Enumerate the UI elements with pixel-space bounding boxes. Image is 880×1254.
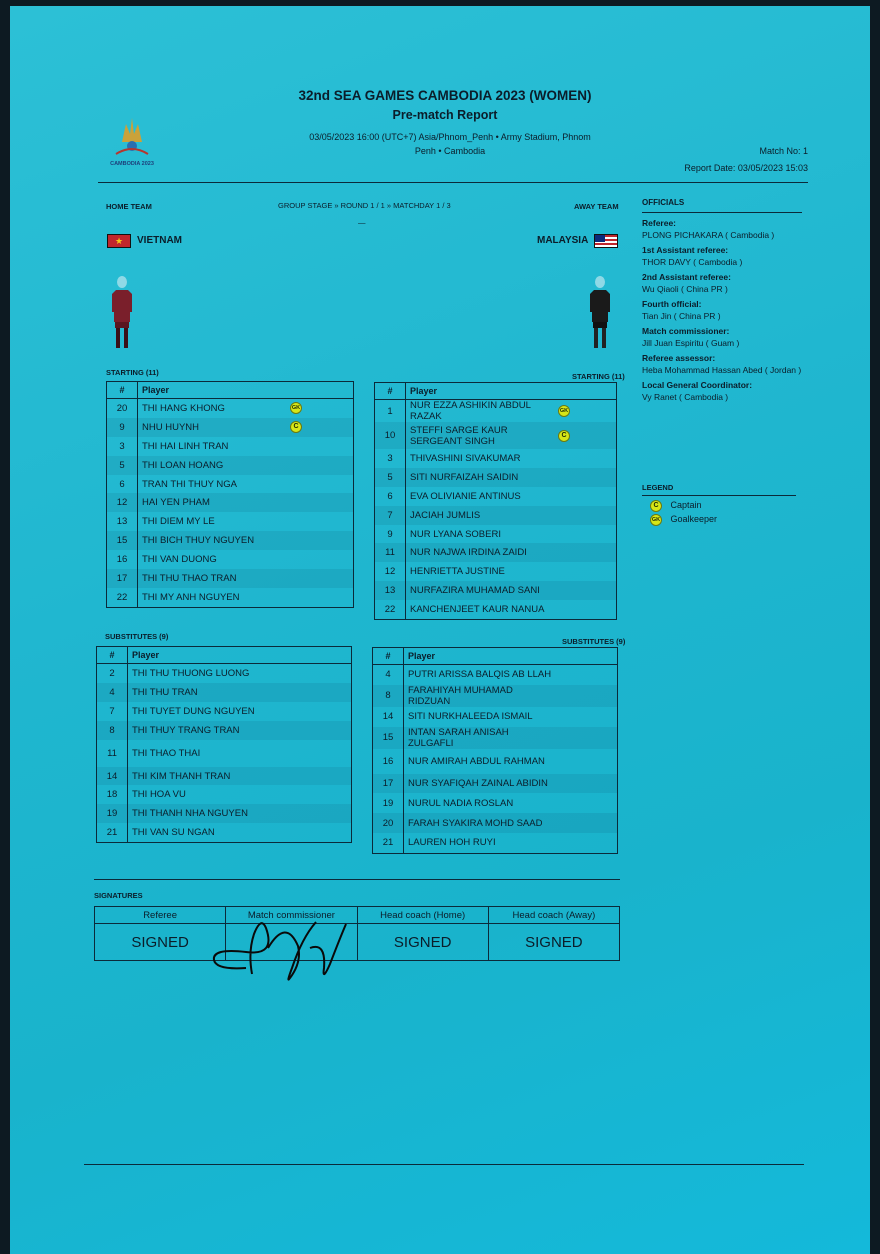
player-number: 11 (375, 543, 406, 562)
player-cell (406, 422, 617, 449)
table-row (107, 531, 354, 550)
player-cell (128, 664, 352, 683)
player-cell (406, 506, 617, 525)
official-role: Match commissioner: (642, 326, 730, 336)
player-name: THI LOAN HOANG (142, 459, 224, 471)
col-player: Player (128, 647, 352, 664)
player-cell (404, 833, 618, 853)
official-name: PLONG PICHAKARA ( Cambodia ) (642, 230, 775, 240)
player-cell (406, 400, 617, 423)
player-number: 15 (107, 531, 138, 550)
player-name: PUTRI ARISSA BALQIS AB LLAH (408, 669, 552, 681)
player-cell (406, 600, 617, 619)
home-subs-table (96, 646, 352, 843)
player-cell (404, 707, 618, 727)
player-name: NUR NAJWA IRDINA ZAIDI (410, 547, 527, 559)
player-name: THI DIEM MY LE (142, 516, 215, 528)
player-cell (128, 721, 352, 740)
official-name: Wu Qiaoli ( China PR ) (642, 284, 728, 294)
player-cell (138, 456, 354, 475)
sig-col-referee: Referee (95, 907, 226, 924)
sig-referee: SIGNED (95, 924, 226, 961)
table-row (373, 749, 618, 774)
player-number: 6 (375, 487, 406, 506)
official-name: Tian Jin ( China PR ) (642, 311, 721, 321)
stage-info: GROUP STAGE » ROUND 1 / 1 » MATCHDAY 1 / 3 (278, 201, 451, 210)
player-cell (138, 399, 354, 418)
legend-heading: LEGEND (642, 483, 674, 492)
table-row (375, 449, 617, 468)
player-cell (406, 468, 617, 487)
player-number: 21 (97, 823, 128, 842)
player-number: 15 (373, 727, 404, 749)
legend-captain (650, 500, 802, 514)
player-cell (404, 813, 618, 833)
player-cell (406, 543, 617, 562)
player-number: 20 (107, 399, 138, 418)
official-role: Local General Coordinator: (642, 380, 753, 390)
player-cell (128, 683, 352, 702)
officials-list (642, 218, 812, 402)
table-row (373, 707, 618, 727)
player-name: SITI NURKHALEEDA ISMAIL (408, 711, 533, 723)
captain-icon: C (558, 430, 570, 442)
player-number: 13 (375, 581, 406, 600)
player-number: 14 (97, 767, 128, 786)
official-role: 1st Assistant referee: (642, 245, 729, 255)
table-row (97, 664, 352, 683)
legend-goalkeeper (650, 514, 802, 528)
table-row (375, 422, 617, 449)
col-num: # (373, 648, 404, 665)
vietnam-flag-icon: ★ (107, 234, 131, 248)
player-number: 8 (373, 685, 404, 707)
player-name: NUR LYANA SOBERI (410, 528, 501, 540)
table-row (375, 468, 617, 487)
player-name: NURFAZIRA MUHAMAD SANI (410, 585, 540, 597)
player-number: 22 (107, 588, 138, 607)
table-row (97, 721, 352, 740)
officials-heading: OFFICIALS (642, 198, 685, 207)
col-player: Player (404, 648, 618, 665)
official-name: Jill Juan Espiritu ( Guam ) (642, 338, 740, 348)
away-starting-label: STARTING (11) (572, 372, 625, 381)
player-name: STEFFI SARGE KAUR SERGEANT SINGH (410, 424, 508, 447)
player-cell (138, 550, 354, 569)
score-dash: — (358, 218, 366, 227)
player-number: 9 (107, 418, 138, 437)
sig-away-coach: SIGNED (488, 924, 619, 961)
report-date: Report Date: 03/05/2023 15:03 (684, 163, 808, 173)
player-name: THI THUY TRANG TRAN (132, 724, 240, 736)
player-cell (128, 785, 352, 804)
player-cell (128, 804, 352, 823)
signatures-divider (94, 879, 620, 880)
table-row (375, 562, 617, 581)
table-row (373, 727, 618, 749)
legend-divider (642, 495, 796, 496)
col-num: # (107, 382, 138, 399)
player-cell (138, 569, 354, 588)
legend-goalkeeper-label: Goalkeeper (670, 514, 718, 525)
table-row (375, 506, 617, 525)
player-name: THI THU THUONG LUONG (132, 667, 250, 679)
player-cell (404, 749, 618, 774)
player-name: THI VAN DUONG (142, 554, 217, 566)
player-cell (406, 525, 617, 544)
player-cell (138, 475, 354, 494)
away-team-label: AWAY TEAM (574, 202, 619, 211)
player-name: NURUL NADIA ROSLAN (408, 797, 514, 809)
goalkeeper-icon: GK (558, 405, 570, 417)
sig-col-home-coach: Head coach (Home) (357, 907, 488, 924)
player-name: THI THAO THAI (132, 747, 201, 759)
col-num: # (97, 647, 128, 664)
player-cell (138, 418, 354, 437)
table-row (107, 550, 354, 569)
player-cell (128, 823, 352, 842)
report-title: 32nd SEA GAMES CAMBODIA 2023 (WOMEN) (298, 88, 592, 103)
player-name: LAUREN HOH RUYI (408, 837, 496, 849)
table-row (97, 823, 352, 842)
player-cell (138, 493, 354, 512)
official-name: Vy Ranet ( Cambodia ) (642, 392, 729, 402)
report-subtitle: Pre-match Report (392, 108, 498, 122)
player-name: EVA OLIVIANIE ANTINUS (410, 490, 521, 502)
table-row (97, 804, 352, 823)
player-name: THI VAN SU NGAN (132, 827, 215, 839)
player-cell (406, 562, 617, 581)
official-role: 2nd Assistant referee: (642, 272, 731, 282)
player-number: 17 (373, 774, 404, 794)
table-row (107, 588, 354, 607)
player-number: 16 (107, 550, 138, 569)
player-number: 18 (97, 785, 128, 804)
player-name: INTAN SARAH ANISAH ZULGAFLI (408, 726, 509, 749)
player-name: THI HAI LINH TRAN (142, 440, 229, 452)
table-row (375, 543, 617, 562)
logo-text: CAMBODIA 2023 (110, 161, 154, 167)
player-cell (128, 740, 352, 767)
sig-col-away-coach: Head coach (Away) (488, 907, 619, 924)
away-subs-label: SUBSTITUTES (9) (562, 637, 626, 646)
goalkeeper-icon: GK (290, 402, 302, 414)
player-number: 3 (107, 437, 138, 456)
player-cell (138, 512, 354, 531)
captain-icon: C (290, 421, 302, 433)
official-role: Referee assessor: (642, 353, 716, 363)
match-info (295, 130, 605, 158)
home-starting-label: STARTING (11) (106, 368, 159, 377)
official-role: Fourth official: (642, 299, 702, 309)
table-row (375, 400, 617, 423)
player-name: TRAN THI THUY NGA (142, 478, 238, 490)
player-name: THI TUYET DUNG NGUYEN (132, 705, 255, 717)
table-row (107, 418, 354, 437)
player-number: 17 (107, 569, 138, 588)
table-row (375, 525, 617, 544)
table-row (375, 487, 617, 506)
table-row (373, 793, 618, 813)
table-row (373, 833, 618, 853)
signatures-table (94, 906, 620, 961)
player-number: 5 (107, 456, 138, 475)
away-subs-table (372, 647, 618, 854)
official-role: Referee: (642, 218, 677, 228)
sea-games-logo (108, 114, 156, 174)
match-number: Match No: 1 (759, 146, 808, 156)
player-number: 2 (97, 664, 128, 683)
player-name: HAI YEN PHAM (142, 497, 210, 509)
player-number: 12 (107, 493, 138, 512)
player-cell (404, 685, 618, 707)
player-number: 14 (373, 707, 404, 727)
player-cell (406, 487, 617, 506)
player-name: FARAH SYAKIRA MOHD SAAD (408, 817, 543, 829)
table-row (375, 581, 617, 600)
player-number: 11 (97, 740, 128, 767)
player-name: FARAHIYAH MUHAMAD RIDZUAN (408, 684, 513, 707)
table-row (107, 456, 354, 475)
sig-col-commissioner: Match commissioner (226, 907, 357, 924)
home-team-name: VIETNAM (137, 235, 182, 246)
player-name: THI THU TRAN (132, 686, 198, 698)
player-name: THI HANG KHONG (142, 402, 225, 414)
col-player: Player (138, 382, 354, 399)
home-starting-table (106, 381, 354, 608)
home-team-label: HOME TEAM (106, 202, 152, 211)
player-number: 9 (375, 525, 406, 544)
player-number: 6 (107, 475, 138, 494)
officials-divider (642, 212, 802, 213)
away-team-name: MALAYSIA (537, 235, 589, 246)
player-cell (404, 727, 618, 749)
official-name: THOR DAVY ( Cambodia ) (642, 257, 743, 267)
player-number: 13 (107, 512, 138, 531)
away-kit-icon (586, 272, 614, 350)
sig-home-coach: SIGNED (357, 924, 488, 961)
player-number: 8 (97, 721, 128, 740)
player-number: 20 (373, 813, 404, 833)
legend-captain-label: Captain (670, 500, 702, 511)
goalkeeper-icon: GK (650, 514, 662, 526)
table-row (373, 665, 618, 685)
report-sheet (10, 6, 870, 1254)
player-cell (404, 774, 618, 794)
player-name: THI BICH THUY NGUYEN (142, 535, 255, 547)
table-row (97, 767, 352, 786)
player-name: THI MY ANH NGUYEN (142, 591, 240, 603)
malaysia-flag-icon (594, 234, 618, 248)
footer-divider (84, 1164, 804, 1165)
table-row (97, 702, 352, 721)
player-cell (138, 437, 354, 456)
player-name: NUR AMIRAH ABDUL RAHMAN (408, 755, 545, 767)
handwritten-signature (206, 908, 356, 988)
player-cell (138, 588, 354, 607)
player-number: 4 (97, 683, 128, 702)
match-info-line1: 03/05/2023 16:00 (UTC+7) Asia/Phnom_Penh • Army Stadium, Phnom (309, 132, 591, 142)
player-cell (128, 702, 352, 721)
player-name: THI KIM THANH TRAN (132, 770, 231, 782)
table-row (373, 774, 618, 794)
table-row (107, 475, 354, 494)
player-number: 10 (375, 422, 406, 449)
header-divider (98, 182, 808, 183)
player-cell (406, 581, 617, 600)
player-cell (404, 793, 618, 813)
player-name: SITI NURFAIZAH SAIDIN (410, 471, 519, 483)
player-number: 22 (375, 600, 406, 619)
player-name: JACIAH JUMLIS (410, 509, 481, 521)
player-cell (128, 767, 352, 786)
table-row (107, 512, 354, 531)
player-number: 1 (375, 400, 406, 423)
table-row (107, 569, 354, 588)
player-cell (138, 531, 354, 550)
player-name: THIVASHINI SIVAKUMAR (410, 452, 521, 464)
col-num: # (375, 383, 406, 400)
player-number: 3 (375, 449, 406, 468)
table-row (107, 399, 354, 418)
table-row (373, 813, 618, 833)
player-name: THI THANH NHA NGUYEN (132, 808, 248, 820)
home-kit-icon (108, 272, 136, 350)
captain-icon: C (650, 500, 662, 512)
player-cell (406, 449, 617, 468)
player-number: 19 (97, 804, 128, 823)
table-row (97, 683, 352, 702)
player-number: 16 (373, 749, 404, 774)
player-number: 21 (373, 833, 404, 853)
player-number: 12 (375, 562, 406, 581)
away-starting-table (374, 382, 617, 620)
player-name: HENRIETTA JUSTINE (410, 566, 505, 578)
player-number: 19 (373, 793, 404, 813)
table-row (97, 740, 352, 767)
player-number: 5 (375, 468, 406, 487)
signatures-heading: SIGNATURES (94, 891, 143, 900)
player-name: THI HOA VU (132, 789, 186, 801)
table-row (107, 493, 354, 512)
player-name: KANCHENJEET KAUR NANUA (410, 604, 545, 616)
table-row (97, 785, 352, 804)
player-cell (404, 665, 618, 685)
player-number: 7 (375, 506, 406, 525)
player-name: NUR SYAFIQAH ZAINAL ABIDIN (408, 777, 548, 789)
col-player: Player (406, 383, 617, 400)
home-subs-label: SUBSTITUTES (9) (105, 632, 169, 641)
player-name: THI THU THAO TRAN (142, 572, 237, 584)
legend-panel (642, 483, 802, 528)
player-number: 4 (373, 665, 404, 685)
player-name: NUR EZZA ASHIKIN ABDUL RAZAK (410, 400, 531, 422)
table-row (373, 685, 618, 707)
player-number: 7 (97, 702, 128, 721)
table-row (107, 437, 354, 456)
official-name: Heba Mohammad Hassan Abed ( Jordan ) (642, 365, 802, 375)
player-name: NHU HUYNH (142, 421, 199, 433)
match-info-line2: Penh • Cambodia (414, 146, 486, 156)
table-row (375, 600, 617, 619)
officials-panel (642, 198, 812, 402)
